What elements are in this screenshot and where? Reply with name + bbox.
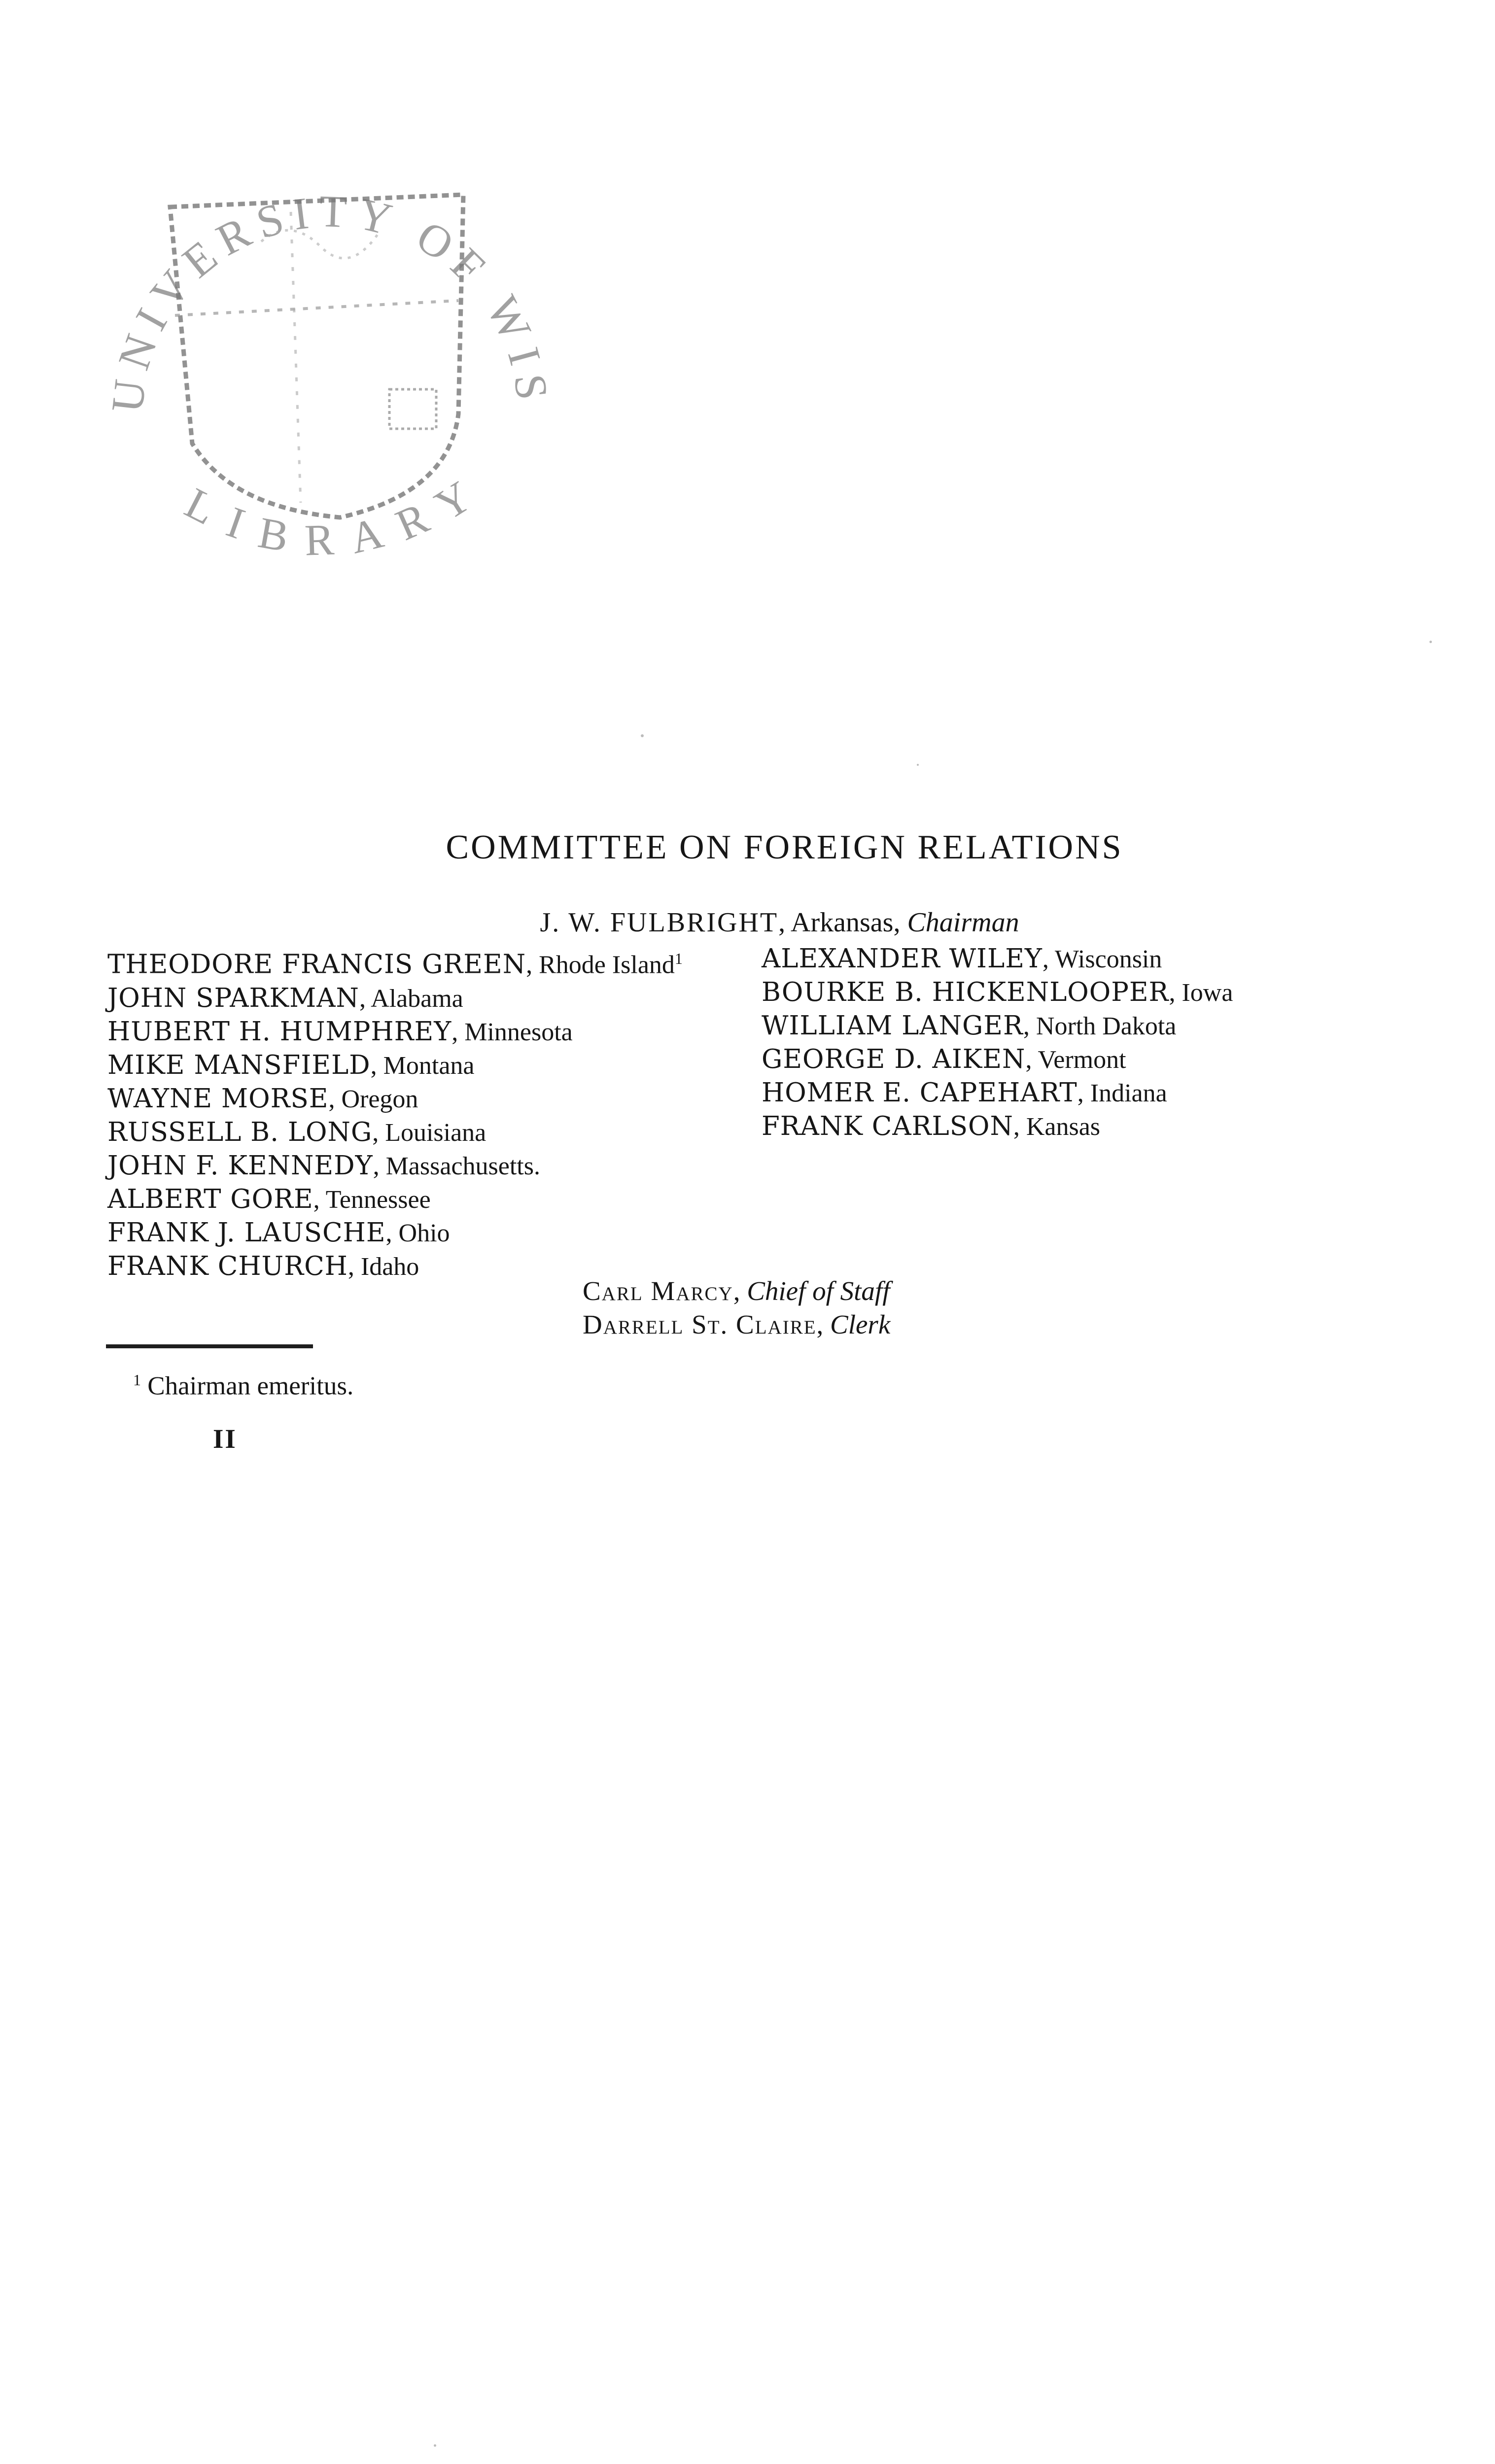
stamp-library-text: LIBRARY [177,461,497,565]
member-entry [107,1049,683,1082]
member-name: BOURKE B. HICKENLOOPER [762,977,1169,1007]
member-state: , Iowa [1169,979,1233,1007]
member-state: , Kansas [1013,1113,1101,1141]
staff-entry: Darrell St. Claire, Clerk [583,1309,891,1339]
member-state: , Louisiana [372,1118,487,1147]
member-name: JOHN SPARKMAN [107,983,359,1013]
member-name: WAYNE MORSE [107,1083,329,1114]
member-entry [762,1009,1233,1043]
member-state: , Montana [370,1051,475,1080]
chairman-name: J. W. FULBRIGHT [540,907,779,938]
member-name: WILLIAM LANGER [762,1011,1023,1041]
member-entry [762,1043,1233,1076]
member-name: HUBERT H. HUMPHREY [107,1016,452,1047]
member-state: , Idaho [348,1252,419,1281]
footnote-marker: 1 [133,1371,141,1389]
chairman-line [0,907,1495,938]
member-entry [762,942,1233,976]
page-number: II [213,1424,237,1454]
member-name: JOHN F. KENNEDY [107,1150,373,1181]
member-entry [107,1082,683,1116]
scan-speck [641,734,644,737]
staff-role: Clerk [830,1309,891,1339]
member-state: , Minnesota [452,1018,573,1046]
stamp-arc-text: UNIVERSITY OF WIS [102,185,558,415]
member-name: RUSSELL B. LONG [107,1117,373,1147]
member-entry [107,982,683,1015]
committee-title: COMMITTEE ON FOREIGN RELATIONS [446,828,1123,866]
svg-text:UNIVERSITY OF WISCONSIN - MADI [84,69,558,415]
chairman-role: Chairman [907,907,1019,938]
library-stamp [84,69,577,636]
minority-members-list [762,942,1233,1143]
member-entry [107,1183,683,1216]
member-state: , Alabama [359,984,463,1013]
member-state: , Ohio [385,1219,450,1247]
member-name: ALBERT GORE [107,1184,313,1214]
member-entry [107,1116,683,1149]
staff-entry: Carl Marcy, Chief of Staff [583,1276,890,1306]
staff-list [583,1274,890,1341]
footnote-marker: 1 [674,950,683,967]
member-state: , Oregon [328,1085,418,1113]
member-entry [107,1216,683,1250]
scan-speck [434,2444,436,2447]
footnote-divider [106,1344,313,1348]
scan-speck [917,764,919,766]
member-state: , Vermont [1025,1046,1126,1074]
staff-name: Carl Marcy [583,1276,733,1306]
member-state: , Tennessee [313,1185,431,1214]
member-entry [762,1110,1233,1143]
member-name: GEORGE D. AIKEN [762,1044,1026,1074]
member-name: THEODORE FRANCIS GREEN [107,949,526,980]
member-entry [762,1076,1233,1110]
staff-name: Darrell St. Claire [583,1309,817,1339]
footnote [133,1371,353,1401]
staff-role: Chief of Staff [747,1276,890,1306]
scan-speck [1429,641,1432,643]
member-entry [107,1015,683,1049]
member-entry [762,976,1233,1009]
member-state: , Rhode Island [526,951,675,979]
member-name: FRANK CARLSON [762,1111,1013,1141]
member-name: ALEXANDER WILEY [762,944,1043,974]
member-name: HOMER E. CAPEHART [762,1078,1078,1108]
member-entry [107,942,683,982]
member-state: , Massachusetts. [373,1152,540,1180]
member-name: FRANK CHURCH [107,1251,348,1281]
member-name: MIKE MANSFIELD [107,1050,371,1080]
member-state: , Wisconsin [1042,945,1162,973]
member-state: , North Dakota [1023,1012,1177,1040]
library-stamp-graphic [84,69,577,636]
member-name: FRANK J. LAUSCHE [107,1217,386,1248]
member-state: , Indiana [1077,1079,1167,1107]
majority-members-list [107,942,683,1283]
footnote-text: Chairman emeritus. [141,1371,354,1401]
member-entry [107,1149,683,1183]
chairman-state: , Arkansas, [778,907,907,938]
